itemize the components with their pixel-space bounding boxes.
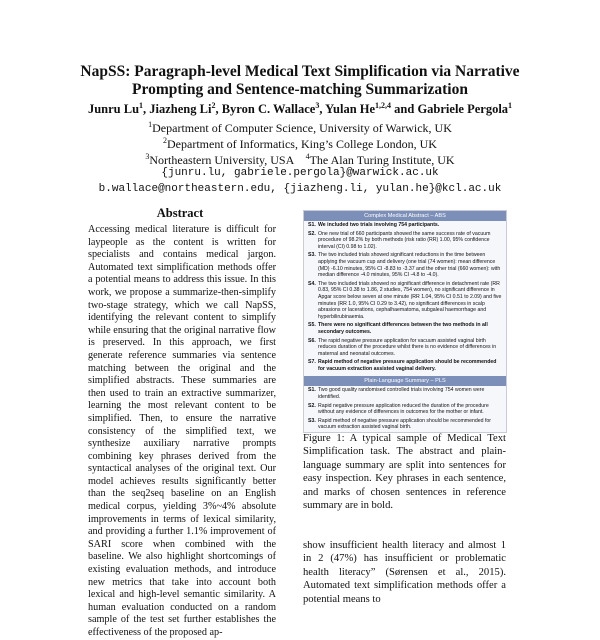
sentence-text: The rapid negative pressure application for vacuum assisted vaginal birth reduces duration of the procedure whilst there is no evidence of differences in maternal and neonatal outcomes. [318, 337, 497, 357]
author-name: Jiazheng Li [149, 102, 212, 117]
author-sup: 1 [508, 101, 513, 110]
email-line-2: b.wallace@northeastern.edu, {jiazheng.li, yulan.he}@kcl.ac.uk [98, 183, 502, 195]
sentence-text: We included two trials involving 754 participants. [318, 222, 440, 228]
sentence-id: S5. [308, 322, 316, 329]
author-list: Junru Lu$^1$, Jiazheng Li$^2$, Byron C. Wallace$^3$, Yulan He$^{1,2,4}$ and Gabriele Pergola$^1$ [87, 101, 513, 117]
aff-text: Department of Informatics, King’s College London, UK [167, 137, 437, 151]
title-line-2: Prompting and Sentence-matching Summarization [132, 81, 468, 98]
sentence-id: S1. [308, 387, 316, 394]
aff-text: Northeastern University, USA [149, 153, 294, 167]
body-text: show insufficient health literacy and almost 1 in 2 (47%) has insufficient or problematic health literacy” (Sørensen et al., 2015). Automated text simplification methods offer a potential means to [303, 540, 506, 605]
sentence-id: S4. [308, 280, 316, 287]
sentence-id: S1. [308, 222, 316, 228]
sentence-text: One new trial of 660 participants showed the same success rate of vacuum procedure of 98.2% by both methods (risk ratio (RR) 1.00, 95% confidence interval (CI) 0.98 to 1.02). [318, 230, 491, 250]
aff-sup: 1 [148, 120, 153, 129]
author-name: Junru Lu [87, 102, 140, 117]
aff-sup: 4 [305, 152, 310, 161]
sentence-id: S7. [308, 359, 316, 366]
abstract-text: Accessing medical literature is difficult for laypeople as the content is written for specialists and contains medical jargon. Automated text simplification methods offer a potential means to address this issue. In this work, we propose a summarize-then-simplify two-stage strategy, which we call NapSS, identifying the relevant content to simplify while ensuring that the original narrative flow is preserved. In this approach, we first generate reference summaries via sentence matching between the original and the simplified abstracts. These summaries are then used to train an extractive summarizer, learning the most relevant content to be simplified. Then, to ensure the narrative consistency of the simplified text, we synthesize auxiliary narrative prompts combining key phrases derived from the syntactical analyses of the original text. Our model achieves results significantly better than the seq2seq baseline on an English medical corpus, yielding 3%~4% absolute improvements in terms of lexical similarity, and providing a further 1.1% improvement of SARI score when combined with the baseline. We also highlight shortcomings of existing evaluation methods, and introduce new metrics that take into account both lexical and high-level semantic similarity. A human evaluation conducted on a random sample of the test set further establishes the effectiveness of the proposed ap- [88, 224, 276, 638]
plain-sentence [304, 417, 506, 432]
sentence-text: Rapid method of negative pressure application should be recommended for vacuum extraction assisted vaginal delivery. [318, 359, 497, 372]
complex-sentence [304, 251, 506, 279]
aff-sup: 3 [145, 152, 150, 161]
aff-text: The Alan Turing Institute, UK [309, 153, 455, 167]
email-line-1: {junru.lu, gabriele.pergola}@warwick.ac.uk [161, 167, 439, 179]
sentence-id: S6. [308, 337, 316, 344]
aff-text: Department of Computer Science, University of Warwick, UK [152, 121, 452, 135]
sentence-id: S3. [308, 417, 316, 424]
sentence-id: S2. [308, 230, 316, 237]
author-sup: 1 [139, 101, 144, 110]
title-line-1: NapSS: Paragraph-level Medical Text Simplification via Narrative [80, 63, 520, 80]
plain-sentence [304, 386, 506, 401]
author-sup: 3 [315, 101, 320, 110]
abstract-heading: Abstract [156, 206, 204, 220]
author-sup: 2 [211, 101, 216, 110]
plain-sentence-list [304, 386, 506, 432]
sentence-text: Rapid method of negative pressure application should be recommended for vacuum extraction assisted vaginal birth. [318, 417, 492, 431]
figure-caption: Figure 1: A typical sample of Medical Text Simplification task. The abstract and plain-language summary are split into sentences for easy inspection. Key phrases in each sentence, and marks of chosen sentences in reference summary are in bold. [303, 433, 506, 512]
complex-sentence-list [304, 221, 506, 373]
aff-sup: 2 [163, 136, 168, 145]
sentence-text: Rapid negative pressure application reduced the duration of the procedure without any evidence of differences in outcomes for the mother or infant. [318, 402, 489, 416]
complex-sentence [304, 280, 506, 322]
sentence-text: There were no significant differences between the two methods in all secondary outcomes. [318, 322, 488, 335]
complex-sentence [304, 358, 506, 373]
sentence-text: The two included trials showed no significant difference in detachment rate (RR 0.83, 95% CI 0.38 to 1.86, 2 studies, 754 women), no significant difference in Apgar score below seven at one minute (RR 1.04, 95% CI 0.51 to 2.09) and five minutes (RR 1.0, 95% CI 0.29 to 3.42), no significant differences in scalp abrasions or lacerations, cephalhaematoma, subgaleal haemorrhage and hyperbilirubinaemia. [318, 280, 502, 320]
sentence-id: S2. [308, 402, 316, 409]
author-name: Byron C. Wallace [221, 102, 316, 117]
complex-sentence [304, 321, 506, 336]
author-name: Yulan He [325, 102, 376, 117]
author-name: and Gabriele Pergola [394, 102, 509, 117]
author-sup: 1,2,4 [375, 101, 392, 110]
sentence-id: S3. [308, 252, 316, 259]
complex-abstract-header: Complex Medical Abstract – ABS [304, 211, 506, 221]
complex-sentence [304, 230, 506, 252]
plain-sentence [304, 402, 506, 417]
plain-summary-header: Plain-Language Summary – PLS [304, 376, 506, 386]
complex-sentence [304, 221, 506, 230]
complex-sentence [304, 337, 506, 359]
sentence-text: The two included trials showed significant reductions in the time between applying the vacuum cup and delivery (one trial (74 women): mean difference (MD) -6.10 minutes, 95% CI -8.83 to -3.37 and the other trial (660 women): with median difference -4.0 minutes, 95% CI -4.8 to -4.0). [318, 252, 501, 279]
figure-1 [303, 210, 507, 433]
sentence-text: Two good quality randomised controlled trials involving 754 women were identified. [318, 387, 485, 401]
paper-title [30, 63, 570, 99]
